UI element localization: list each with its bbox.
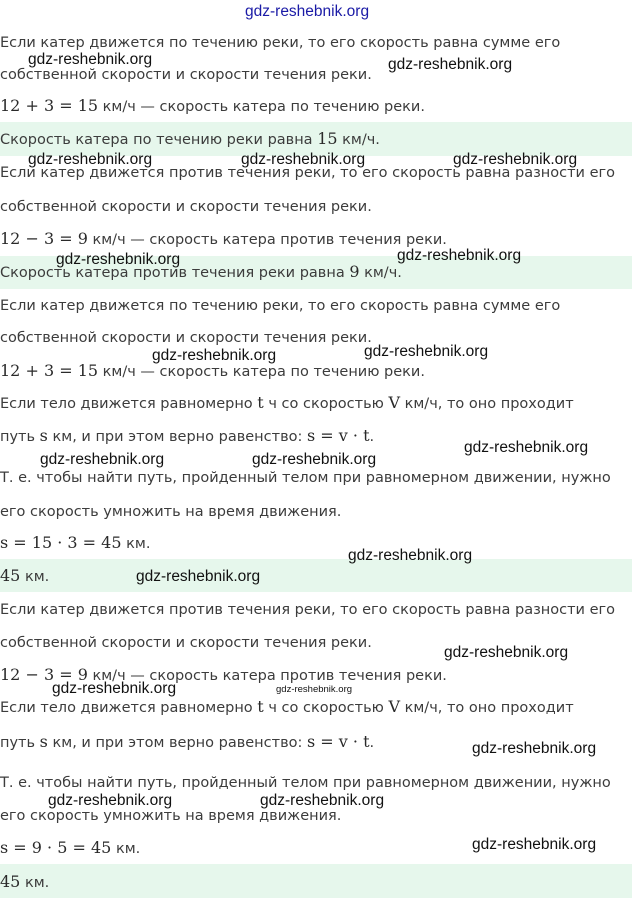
watermark: gdz-reshebnik.org — [276, 684, 353, 695]
text-line: его скорость умножить на время движения. — [0, 808, 342, 824]
watermark: gdz-reshebnik.org — [241, 151, 366, 168]
text-fragment: км/ч, то оно проходит — [400, 396, 574, 412]
math-expression: 12 + 3 = 15 — [0, 96, 99, 115]
equation-line — [0, 97, 425, 116]
watermark: gdz-reshebnik.org — [472, 836, 597, 853]
math-expression: 45 — [0, 566, 21, 585]
text-fragment: Если тело движется равномерно — [0, 396, 258, 412]
text-line: его скорость умножить на время движения. — [0, 504, 342, 520]
watermark: gdz-reshebnik.org — [28, 51, 153, 68]
math-expression: 12 + 3 = 15 — [0, 361, 99, 380]
math-expression: 45 — [0, 872, 21, 891]
equation-line — [0, 230, 447, 249]
text-line: Если катер движется против течения реки, то его скорость равна разности его — [0, 165, 616, 181]
answer-band-3 — [0, 559, 632, 592]
text-line: Если катер движется по течению реки, то его скорость равна сумме его — [0, 35, 561, 51]
text-line — [0, 394, 574, 413]
watermark: gdz-reshebnik.org — [52, 680, 177, 697]
watermark: gdz-reshebnik.org — [464, 439, 589, 456]
text-fragment: Скорость катера по течению реки равна — [0, 132, 318, 148]
math-variable: t — [257, 393, 264, 412]
text-fragment: км. — [111, 841, 141, 857]
watermark: gdz-reshebnik.org — [472, 740, 597, 757]
text-line: собственной скорости и скорости течения реки. — [0, 635, 372, 651]
watermark: gdz-reshebnik.org — [397, 247, 522, 264]
text-fragment: . — [369, 429, 375, 445]
math-variable: s — [39, 426, 48, 445]
text-fragment: путь — [0, 429, 40, 445]
math-expression: s = 15 · 3 = 45 — [0, 533, 122, 552]
text-line: Т. е. чтобы найти путь, пройденный телом при равномерном движении, нужно — [0, 470, 611, 486]
answer-line — [0, 130, 380, 149]
math-expression: 9 — [349, 262, 360, 281]
text-fragment: Скорость катера против течения реки равна — [0, 265, 350, 281]
math-expression: s = v · t — [307, 426, 370, 445]
watermark: gdz-reshebnik.org — [388, 56, 513, 73]
text-fragment: км/ч — скорость катера против течения реки. — [87, 232, 447, 248]
equation-line — [0, 534, 150, 553]
watermark: gdz-reshebnik.org — [444, 644, 569, 661]
watermark: gdz-reshebnik.org — [245, 3, 370, 20]
text-line: Т. е. чтобы найти путь, пройденный телом при равномерном движении, нужно — [0, 775, 611, 791]
math-variable: s — [39, 732, 48, 751]
text-fragment: ч со скоростью — [263, 396, 389, 412]
text-fragment: Если тело движется равномерно — [0, 700, 258, 716]
text-fragment: км/ч — скорость катера по течению реки. — [98, 99, 425, 115]
text-fragment: путь — [0, 735, 40, 751]
watermark: gdz-reshebnik.org — [252, 451, 377, 468]
watermark: gdz-reshebnik.org — [28, 151, 153, 168]
text-fragment: км/ч, то оно проходит — [400, 700, 574, 716]
watermark: gdz-reshebnik.org — [453, 151, 578, 168]
math-expression: 15 — [317, 129, 338, 148]
equation-line — [0, 839, 140, 858]
math-variable: V — [388, 393, 400, 412]
watermark: gdz-reshebnik.org — [348, 547, 473, 564]
watermark: gdz-reshebnik.org — [136, 568, 261, 585]
math-expression: s = 9 · 5 = 45 — [0, 838, 112, 857]
watermark: gdz-reshebnik.org — [56, 251, 181, 268]
math-expression: 12 − 3 = 9 — [0, 665, 88, 684]
text-line: Если катер движется по течению реки, то его скорость равна сумме его — [0, 298, 561, 314]
text-line — [0, 427, 374, 446]
math-expression: 12 − 3 = 9 — [0, 229, 88, 248]
math-variable: V — [388, 697, 400, 716]
text-fragment: км/ч. — [359, 265, 402, 281]
text-fragment: км. — [20, 875, 50, 891]
watermark: gdz-reshebnik.org — [152, 347, 277, 364]
text-line — [0, 698, 574, 717]
answer-band-4 — [0, 864, 632, 898]
text-line: собственной скорости и скорости течения реки. — [0, 199, 372, 215]
watermark: gdz-reshebnik.org — [48, 792, 173, 809]
text-fragment: . — [369, 735, 375, 751]
answer-line — [0, 873, 49, 892]
watermark: gdz-reshebnik.org — [40, 451, 165, 468]
answer-line — [0, 567, 49, 586]
math-variable: t — [257, 697, 264, 716]
watermark: gdz-reshebnik.org — [364, 343, 489, 360]
text-fragment: км. — [121, 536, 151, 552]
text-line: собственной скорости и скорости течения реки. — [0, 330, 372, 346]
text-line: Если катер движется против течения реки, то его скорость равна разности его — [0, 602, 616, 618]
text-fragment: км. — [20, 569, 50, 585]
text-fragment: км/ч. — [337, 132, 380, 148]
text-line: собственной скорости и скорости течения реки. — [0, 67, 372, 83]
text-line — [0, 733, 374, 752]
text-fragment: ч со скоростью — [263, 700, 389, 716]
watermark: gdz-reshebnik.org — [260, 792, 385, 809]
text-fragment: км, и при этом верно равенство: — [47, 735, 307, 751]
text-fragment: км/ч — скорость катера по течению реки. — [98, 364, 425, 380]
text-fragment: км/ч — скорость катера против течения реки. — [87, 668, 447, 684]
text-fragment: км, и при этом верно равенство: — [47, 429, 307, 445]
math-expression: s = v · t — [307, 732, 370, 751]
